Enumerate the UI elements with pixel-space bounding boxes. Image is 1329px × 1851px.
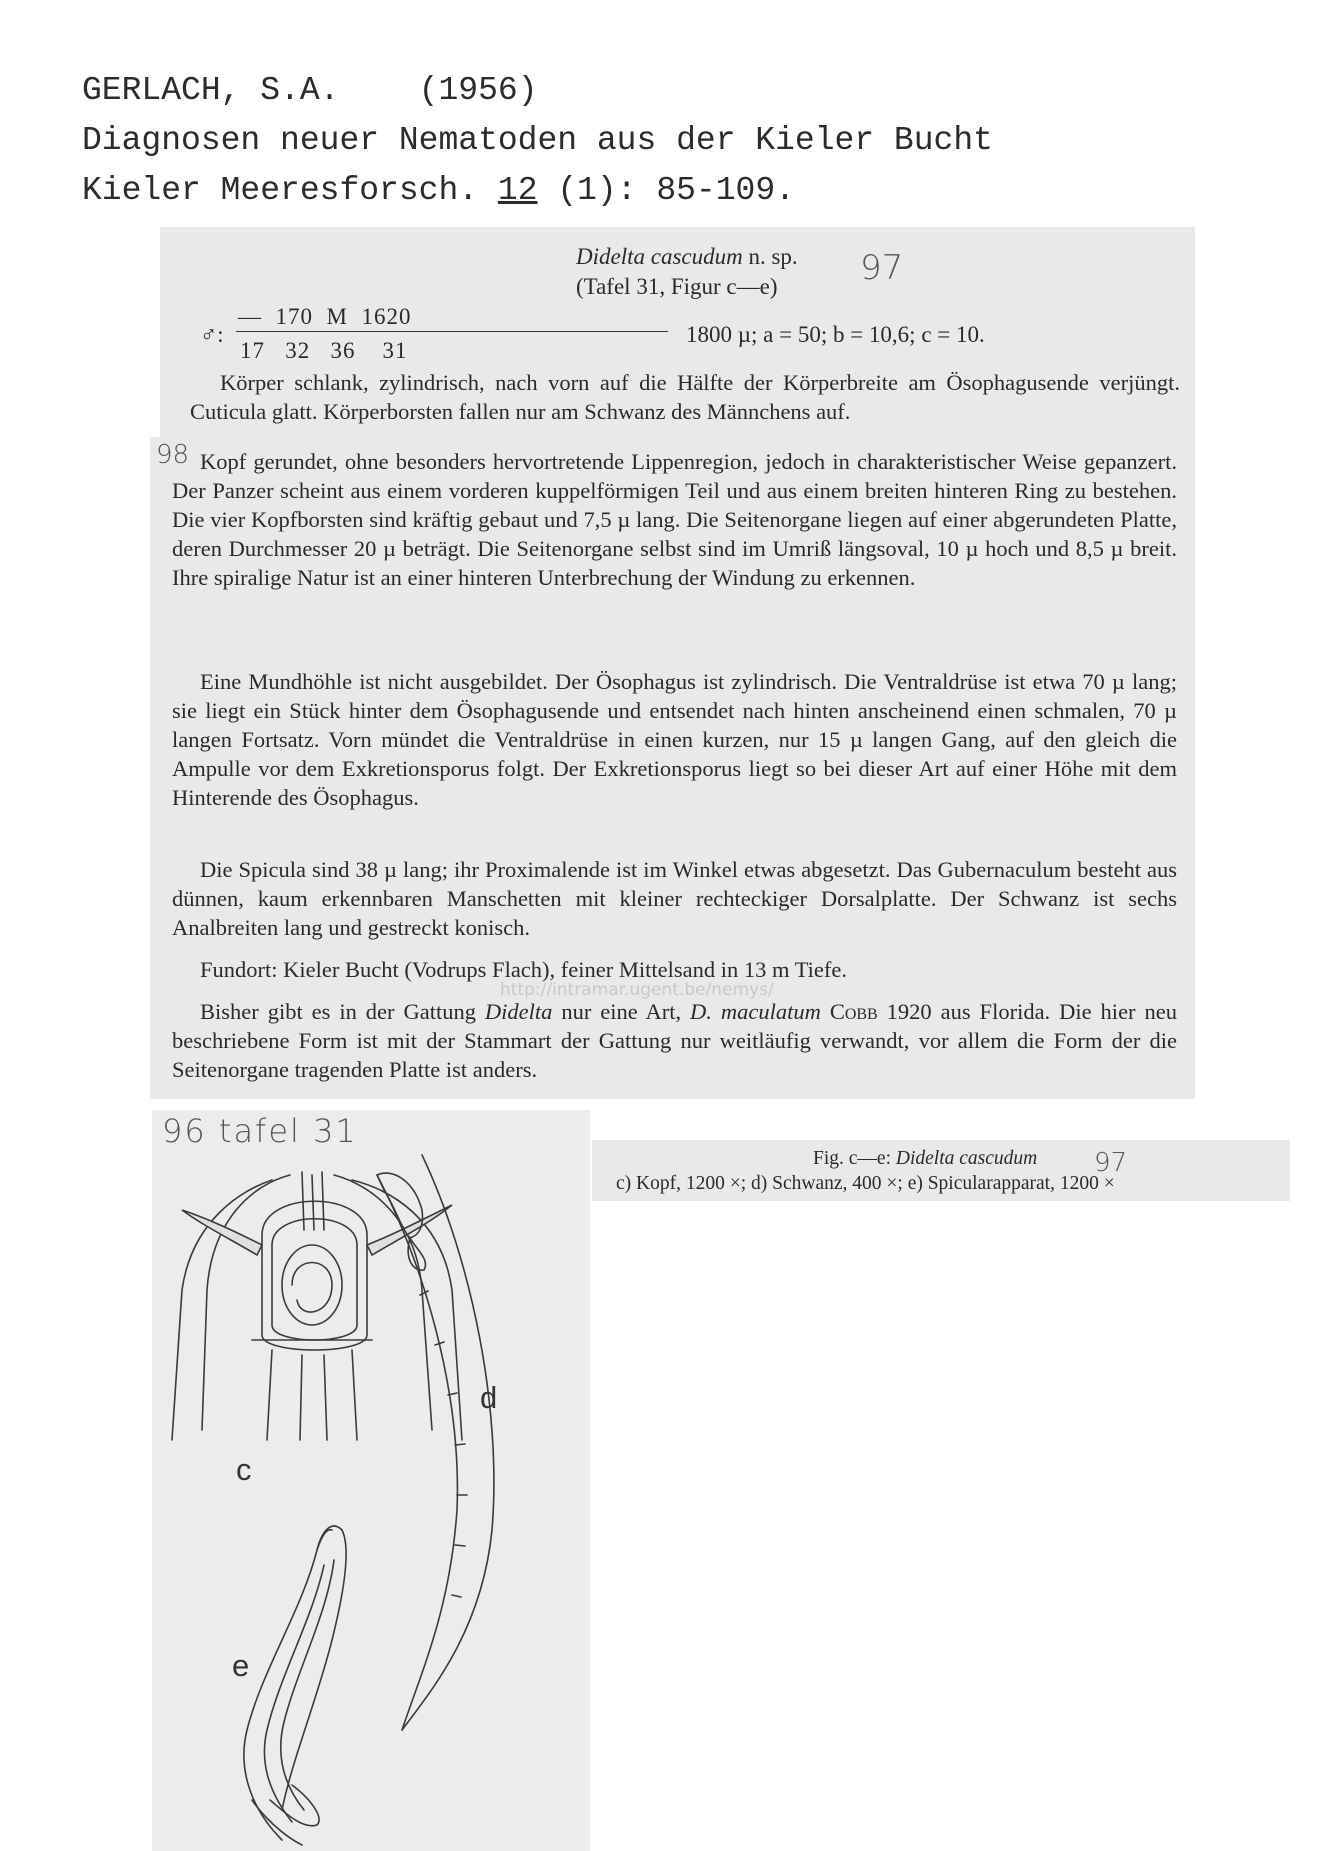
paragraph-remarks (172, 997, 1177, 1084)
citation-author: GERLACH, S.A. (82, 72, 340, 109)
remarks-text-c: 1920 aus Florida. Die hier neu beschriebene Form ist mit der Stammart der Gattung nur weitläufig verwandt, vor allem die Form der die Seitenorgane tragenden Platte ist anders. (172, 999, 1177, 1082)
remarks-genus: Didelta (484, 999, 553, 1024)
citation-line-1 (82, 66, 993, 116)
paragraph-head: Kopf gerundet, ohne besonders hervortretende Lippenregion, jedoch in charakteristischer Weise gepanzert. Der Panzer scheint aus einem vorderen kuppelförmigen Teil und aus einem breiten hinteren Ring zu bestehen. Die vier Kopfborsten sind kräftig gebaut und 7,5 µ lang. Die Seitenorgane liegen auf einer abgerundeten Platte, deren Durchmesser 20 µ beträgt. Die Seitenorgane selbst sind im Umriß längsoval, 10 µ hoch und 8,5 µ breit. Ihre spiralige Natur ist an einer hinteren Unterbrechung der Windung zu erkennen. (172, 449, 1177, 590)
citation-header (82, 66, 993, 216)
species-heading (576, 242, 798, 302)
formula-bottom-row: 17 32 36 31 (240, 338, 408, 363)
citation-line-3 (82, 166, 993, 216)
citation-journal: Kieler Meeresforsch. (82, 172, 479, 209)
figure-label-d: d (480, 1380, 498, 1415)
formula-ratios: 1800 µ; a = 50; b = 10,6; c = 10. (686, 322, 985, 347)
paragraph-body-shape: Körper schlank, zylindrisch, nach vorn auf die Hälfte der Körperbreite am Ösophagusende verjüngt. Cuticula glatt. Körperborsten fallen nur am Schwanz des Männchens auf. (190, 370, 1180, 424)
species-suffix: n. sp. (742, 244, 798, 269)
caption-species: Didelta cascudum (895, 1148, 1038, 1169)
citation-year: (1956) (418, 72, 538, 109)
figure-plate-drawing (152, 1110, 590, 1851)
plate-reference: (Tafel 31, Figur c—e) (576, 274, 778, 299)
formula-divider (236, 331, 668, 332)
figure-caption-legend: c) Kopf, 1200 ×; d) Schwanz, 400 ×; e) Spicularapparat, 1200 × (616, 1173, 1115, 1194)
caption-prefix: Fig. c—e: (813, 1148, 896, 1169)
citation-volume: 12 (497, 172, 538, 209)
handwritten-number: 97 (860, 248, 904, 288)
paragraph-spicula: Die Spicula sind 38 µ lang; ihr Proximalende ist im Winkel etwas abgesetzt. Das Gubernaculum besteht aus dünnen, kaum erkennbaren Manschetten mit kleiner rechteckiger Dorsalplatte. Der Schwanz ist sechs Analbreiten lang und gestreckt konisch. (172, 857, 1177, 940)
figure-label-c: c (236, 1452, 252, 1487)
watermark-url: http://intramar.ugent.be/nemys/ (500, 980, 774, 1000)
remarks-species: D. maculatum (690, 999, 821, 1024)
remarks-author: Cobb (829, 999, 878, 1024)
handwritten-number: 98 (156, 440, 190, 470)
figure-label-e: e (232, 1648, 250, 1683)
paragraph-locality: Fundort: Kieler Bucht (Vodrups Flach), feiner Mittelsand in 13 m Tiefe. (200, 957, 848, 982)
figure-caption-title (813, 1146, 1037, 1172)
spicula-drawing-e (244, 1526, 346, 1845)
handwritten-plate-note: 96 tafel 31 (162, 1112, 358, 1150)
citation-issue-pages: (1): 85-109. (557, 172, 795, 209)
remarks-text-a: Bisher gibt es in der Gattung (200, 999, 485, 1024)
citation-title: Diagnosen neuer Nematoden aus der Kieler Bucht (82, 122, 993, 159)
handwritten-number: 97 (1094, 1148, 1128, 1178)
head-drawing-c (172, 1172, 462, 1440)
formula-top-row: — 170 M 1620 (238, 304, 412, 329)
species-name: Didelta cascudum (576, 244, 743, 269)
remarks-text-b: nur eine Art, (552, 999, 691, 1024)
paragraph-oesophagus: Eine Mundhöhle ist nicht ausgebildet. Der Ösophagus ist zylindrisch. Die Ventraldrüse ist etwa 70 µ lang; sie liegt ein Stück hinter dem Ösophagusende und entsendet nach hinten anscheinend einen schmalen, 70 µ langen Fortsatz. Vorn mündet die Ventraldrüse in einen kurzen, nur 15 µ langen Gang, auf den gleich die Ampulle vor dem Exkretionsporus folgt. Der Exkretionsporus liegt so bei dieser Art auf einer Höhe mit dem Hinterende des Ösophagus. (172, 669, 1177, 810)
male-symbol: ♂: (200, 322, 224, 347)
